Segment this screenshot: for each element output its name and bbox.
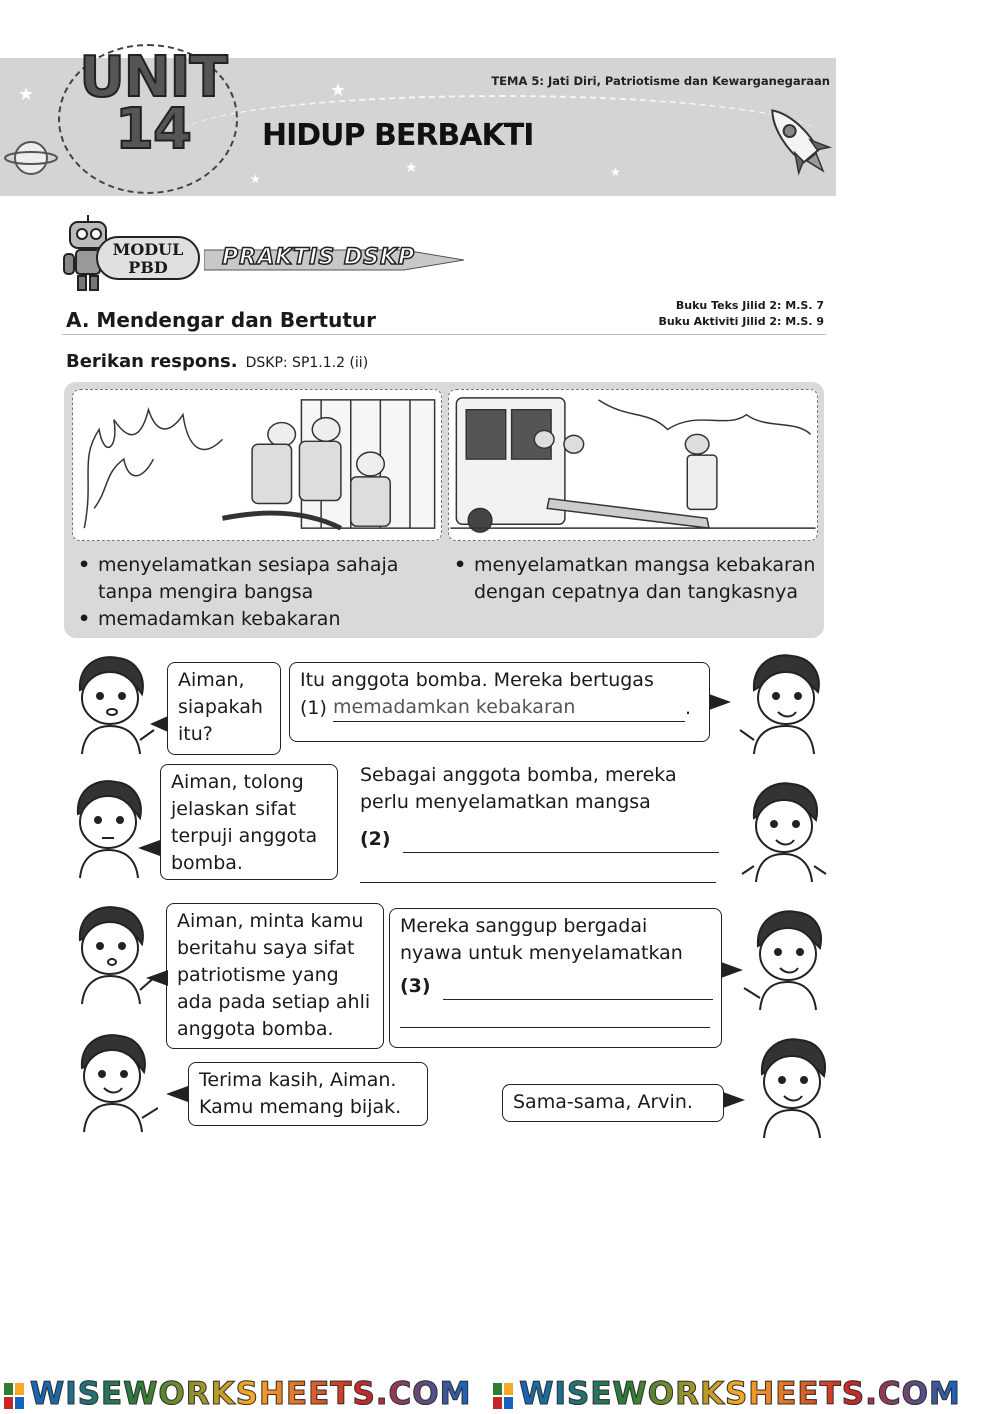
bullet-item: • memadamkan kebakaran (76, 606, 446, 633)
bubble-tail (150, 716, 168, 732)
boy-arvin-avatar (58, 770, 154, 880)
left-bullets (76, 552, 446, 633)
footer-watermark (0, 1376, 1000, 1414)
speech-bubble-a3 (389, 908, 722, 1048)
divider (62, 334, 826, 335)
boy-aiman-avatar (738, 646, 834, 756)
speech-bubble-a1 (289, 662, 710, 742)
speech-bubble-thanks (188, 1062, 428, 1126)
dskp-code: DSKP: SP1.1.2 (ii) (245, 355, 369, 371)
bubble-tail (166, 1086, 188, 1102)
answer-3-number: (3) (400, 975, 431, 997)
book-references (640, 298, 824, 330)
firefighters-illustration (72, 389, 442, 541)
section-title: A. Mendengar dan Bertutur (66, 308, 377, 332)
unit-number (78, 45, 228, 162)
unit-digits: 14 (115, 97, 191, 162)
question-1-text: Aiman, siapakah itu? (178, 669, 263, 745)
bubble-tail (723, 1092, 745, 1108)
bubble-tail (138, 840, 160, 856)
badge-line1: MODUL (112, 240, 184, 259)
answer-1-number: (1) (300, 697, 327, 719)
speech-bubble-reply (502, 1084, 724, 1122)
answer-2-line (360, 826, 720, 853)
star-icon: ★ (610, 165, 621, 179)
speech-bubble-q1 (167, 662, 281, 755)
bubble-tail (146, 970, 168, 986)
boy-arvin-avatar (62, 1024, 158, 1134)
activity-book-reference: Buku Aktiviti Jilid 2: M.S. 9 (658, 315, 824, 328)
answer-2-input-line2[interactable] (360, 857, 716, 883)
thanks-text: Terima kasih, Aiman. Kamu memang bijak. (199, 1069, 402, 1118)
answer-3-line (400, 973, 711, 1000)
textbook-reference: Buku Teks Jilid 2: M.S. 7 (675, 299, 824, 312)
star-icon: ★ (330, 80, 347, 101)
ambulance-rescue-illustration (448, 389, 818, 541)
bullet-item: • menyelamatkan sesiapa sahaja tanpa mengira bangsa (76, 552, 446, 606)
praktis-dskp-tag: PRAKTIS DSKP (222, 245, 416, 270)
answer-2-input[interactable] (403, 829, 719, 853)
answer-3-text: Mereka sanggup bergadai nyawa untuk menyelamatkan (400, 915, 683, 964)
answer-1-line (300, 694, 699, 722)
right-bullets (452, 552, 818, 606)
unit-label: UNIT (79, 45, 227, 110)
speech-bubble-q2 (160, 764, 338, 880)
answer-1-period: . (684, 697, 692, 719)
star-icon: ★ (18, 84, 35, 105)
star-icon: ★ (405, 160, 418, 176)
question-3-text: Aiman, minta kamu beritahu saya sifat patriotisme yang ada pada setiap ahli anggota bomba. (177, 910, 371, 1040)
bubble-tail (709, 694, 731, 710)
watermark-segment (493, 1376, 961, 1412)
boy-aiman-avatar (740, 902, 836, 1012)
boy-aiman-avatar (744, 1030, 840, 1140)
rocket-icon (758, 96, 838, 186)
watermark-segment (4, 1376, 472, 1412)
watermark-logo-icon (4, 1381, 24, 1411)
instruction-text: Berikan respons. (66, 351, 238, 372)
bullet-item: • menyelamatkan mangsa kebakaran dengan cepatnya dan tangkasnya (452, 552, 818, 606)
planet-icon (4, 138, 58, 178)
modul-pbd-badge (96, 236, 200, 280)
answer-3-input-line2[interactable] (400, 1000, 710, 1028)
badge-line2: PBD (128, 258, 168, 277)
answer-1-text: Itu anggota bomba. Mereka bertugas (300, 669, 654, 691)
boy-arvin-avatar (60, 646, 156, 756)
answer-2-number: (2) (360, 828, 391, 850)
question-2-text: Aiman, tolong jelaskan sifat terpuji anggota bomba. (171, 771, 318, 874)
instruction (66, 351, 368, 372)
answer-2-block (360, 762, 720, 883)
reply-text: Sama-sama, Arvin. (513, 1091, 693, 1113)
watermark-text: WISEWORKSHEETS.COM (30, 1376, 472, 1412)
theme-text: TEMA 5: Jati Diri, Patriotisme dan Kewarganegaraan (491, 74, 830, 88)
answer-1-input[interactable]: memadamkan kebakaran (333, 694, 685, 722)
boy-arvin-avatar (60, 896, 156, 1006)
watermark-logo-icon (493, 1381, 513, 1411)
chapter-title: HIDUP BERBAKTI (262, 118, 534, 153)
speech-bubble-q3 (166, 903, 384, 1049)
watermark-text: WISEWORKSHEETS.COM (519, 1376, 961, 1412)
boy-aiman-avatar (736, 774, 832, 884)
star-icon: ★ (250, 172, 261, 186)
answer-2-text: Sebagai anggota bomba, mereka perlu menyelamatkan mangsa (360, 764, 677, 813)
answer-3-input[interactable] (443, 976, 713, 1000)
